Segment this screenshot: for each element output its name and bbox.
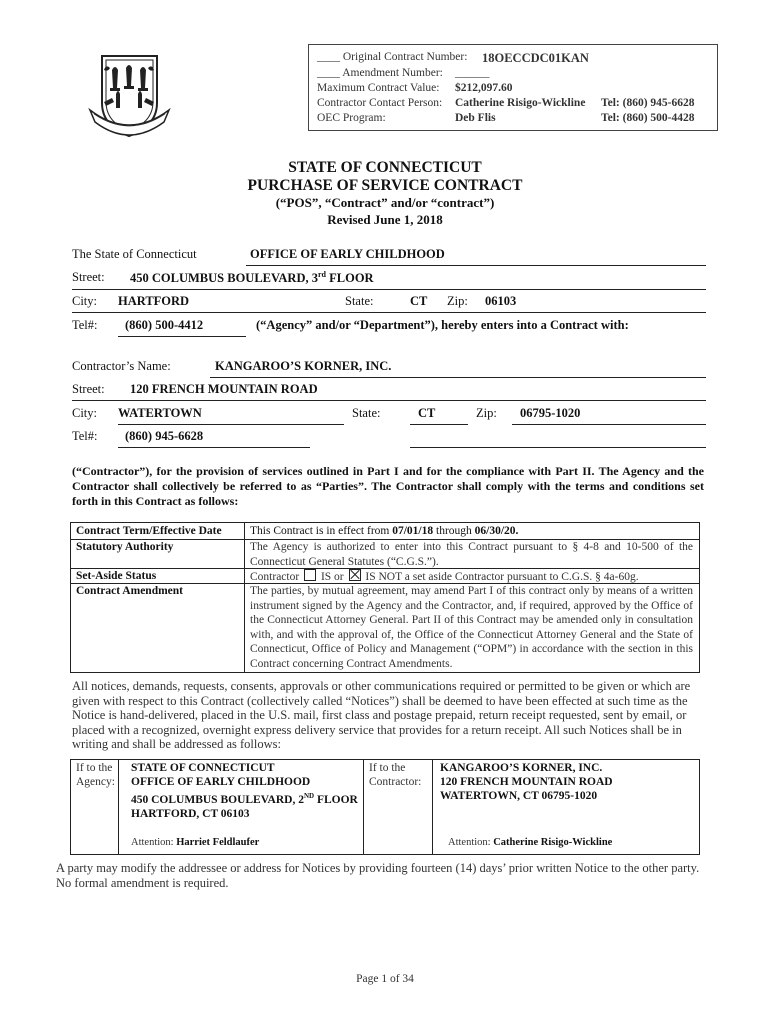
max-value-label: Maximum Contract Value: bbox=[317, 82, 440, 94]
agency-city: HARTFORD bbox=[118, 294, 190, 308]
original-contract-row bbox=[317, 51, 589, 65]
contractor-tel-label: Tel#: bbox=[72, 429, 98, 443]
title-revised: Revised June 1, 2018 bbox=[327, 212, 443, 227]
amendment-label: ____ Amendment Number: bbox=[317, 67, 443, 79]
agency-label: The State of Connecticut bbox=[72, 247, 197, 261]
amendment-label-cell: Contract Amendment bbox=[76, 585, 183, 597]
contractor-notice-address: KANGAROO’S KORNER, INC. 120 FRENCH MOUNTAIN ROAD WATERTOWN, CT 06795-1020 bbox=[440, 762, 613, 802]
agency-tel-label: Tel#: bbox=[72, 318, 98, 332]
contractor-name-label: Contractor’s Name: bbox=[72, 359, 171, 373]
agency-street: 450 COLUMBUS BOULEVARD, 3rd FLOOR bbox=[130, 270, 374, 286]
state-seal bbox=[82, 48, 177, 143]
set-aside-is-checkbox[interactable] bbox=[304, 569, 316, 581]
contractor-state: CT bbox=[418, 406, 436, 420]
program-row bbox=[317, 112, 695, 124]
contractor-city-label: City: bbox=[72, 406, 98, 420]
set-aside-is-not-checkbox[interactable] bbox=[349, 569, 361, 581]
notices-paragraph: All notices, demands, requests, consents, approvals or other communications required or permitted to be given or which are given with respect to this Contract (collectively called “Notices”) shall be deemed to have been effected at such time as the Notice is hand-delivered, placed in the U.S. mail, first class and postage prepaid, return receipt requested, sent by email, or placed with a recognized, overnight express delivery service that provides for a return receipt. All such Notices shall be in writing and shall be addressed as follows: bbox=[72, 679, 691, 751]
amendment-number: ______ bbox=[455, 67, 490, 79]
contractor-zip: 06795-1020 bbox=[520, 406, 581, 420]
contractor-zip-label: Zip: bbox=[476, 406, 497, 420]
contact-label: Contractor Contact Person: bbox=[317, 97, 443, 109]
contractor-street: 120 FRENCH MOUNTAIN ROAD bbox=[130, 382, 318, 396]
contractor-name: KANGAROO’S KORNER, INC. bbox=[215, 359, 392, 373]
set-aside-text: Contractor IS or IS NOT a set aside Contractor pursuant to C.G.S. § 4a-60g. bbox=[250, 571, 639, 583]
contact-row bbox=[317, 97, 695, 109]
term-label: Contract Term/Effective Date bbox=[76, 525, 222, 537]
authority-text: The Agency is authorized to enter into this Contract pursuant to § 4-8 and 10-500 of the Connecticut General Statutes (“C.G.S.”). bbox=[250, 541, 693, 568]
contractor-state-label: State: bbox=[352, 406, 381, 420]
program-value: Deb Flis bbox=[455, 112, 496, 124]
original-contract-label: ____ Original Contract Number: bbox=[317, 51, 468, 63]
set-aside-label: Set-Aside Status bbox=[76, 570, 157, 582]
title-aka: (“POS”, “Contract” and/or “contract”) bbox=[275, 195, 495, 210]
title-state: STATE OF CONNECTICUT bbox=[288, 159, 482, 176]
contractor-attention: Attention: Catherine Risigo-Wickline bbox=[448, 837, 613, 848]
agency-zip: 06103 bbox=[485, 294, 517, 308]
agency-street-label: Street: bbox=[72, 270, 105, 284]
agency-city-label: City: bbox=[72, 294, 98, 308]
program-label: OEC Program: bbox=[317, 112, 386, 124]
page-number: Page 1 of 34 bbox=[356, 973, 414, 985]
contractor-tel: (860) 945-6628 bbox=[125, 429, 204, 443]
contact-tel: Tel: (860) 945-6628 bbox=[601, 97, 695, 109]
program-tel: Tel: (860) 500-4428 bbox=[601, 112, 695, 124]
original-contract-number: 18OECCDC01KAN bbox=[482, 51, 589, 65]
agency-notice-address: STATE OF CONNECTICUT OFFICE OF EARLY CHILDHOOD 450 COLUMBUS BOULEVARD, 2ND FLOOR HARTFORD, CT 06103 bbox=[131, 762, 358, 820]
agency-notice-label: If to the Agency: bbox=[76, 762, 115, 788]
contractor-city: WATERTOWN bbox=[118, 406, 202, 420]
contractor-notice-label: If to the Contractor: bbox=[369, 762, 422, 788]
agency-state: CT bbox=[410, 294, 428, 308]
agency-attention: Attention: Harriet Feldlaufer bbox=[131, 837, 260, 848]
contractor-street-label: Street: bbox=[72, 382, 105, 396]
agency-name: OFFICE OF EARLY CHILDHOOD bbox=[250, 247, 445, 261]
agency-zip-label: Zip: bbox=[447, 294, 468, 308]
authority-label: Statutory Authority bbox=[76, 541, 174, 553]
max-value-row bbox=[317, 82, 513, 94]
modify-paragraph: A party may modify the addressee or address for Notices by providing fourteen (14) days’ prior written Notice to the other party. No formal amendment is required. bbox=[56, 861, 700, 890]
amendment-row bbox=[317, 67, 490, 79]
amendment-text: The parties, by mutual agreement, may amend Part I of this contract only by means of a written instrument signed by the Agency and the Contractor, and, if required, approved by the Office of the Connecticut Attorney General. Part II of this Contract may be amended only in consultation with, and with the approval of, the Office of the Connecticut Attorney General and the State of Connecticut, Office of Policy and Management (“OPM”) in accordance with the section in this Contract concerning Contract Amendments. bbox=[250, 585, 693, 670]
max-value: $212,097.60 bbox=[455, 82, 513, 94]
title-contract: PURCHASE OF SERVICE CONTRACT bbox=[247, 177, 523, 194]
term-text: This Contract is in effect from 07/01/18 through 06/30/20. bbox=[250, 525, 519, 537]
agency-state-label: State: bbox=[345, 294, 374, 308]
intro-paragraph: (“Contractor”), for the provision of services outlined in Part I and for the compliance with Part II. The Agency and the Contractor shall collectively be referred to as “Parties”. The Contractor shall comply with the terms and conditions set forth in this Contract as follows: bbox=[72, 464, 704, 508]
agency-tel: (860) 500-4412 bbox=[125, 318, 204, 332]
contact-person: Catherine Risigo-Wickline bbox=[455, 97, 586, 109]
agency-enters-text: (“Agency” and/or “Department”), hereby enters into a Contract with: bbox=[256, 318, 629, 332]
